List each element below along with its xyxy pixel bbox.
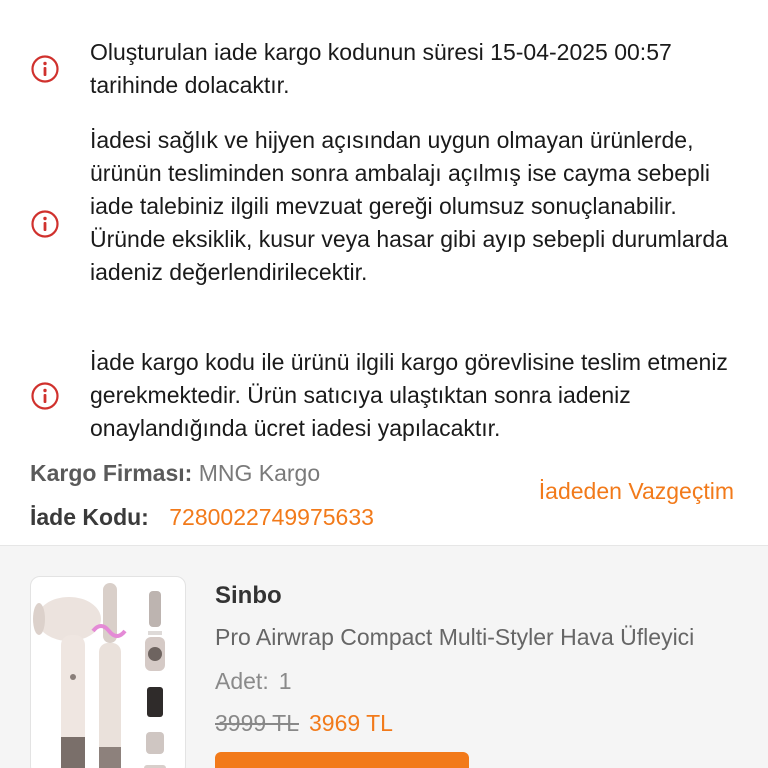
return-code-label: İade Kodu: [30, 504, 149, 530]
notice-text: İadesi sağlık ve hijyen açısından uygun olmayan ürünlerde, ürünün tesliminden sonra ambalajı açılmış ise cayma sebepli iade talebiniz ilgili mevzuat gereği olumsuz sonuçlanabilir. Üründe eksiklik, kusur veya hasar gibi ayıp sebepli durumlarda iadeniz değerlendirilecektir. [90, 127, 728, 285]
notice-hygiene [0, 124, 768, 322]
product-name[interactable]: Pro Airwrap Compact Multi-Styler Hava Üfleyici [215, 624, 695, 650]
carrier-value: MNG Kargo [198, 460, 321, 486]
notice-delivery [0, 346, 768, 446]
product-quantity [215, 668, 292, 695]
product-image[interactable] [30, 576, 186, 768]
carrier-label: Kargo Firması: [30, 460, 193, 486]
notice-text: Oluşturulan iade kargo kodunun süresi 15-04-2025 00:57 tarihinde dolacaktır. [90, 39, 672, 98]
old-price: 3999 TL [215, 710, 299, 736]
cancel-return-link[interactable]: İadeden Vazgeçtim [538, 478, 734, 504]
return-code-value[interactable]: 7280022749975633 [169, 504, 374, 530]
quantity-label: Adet: [215, 668, 269, 694]
hair-styler-image [31, 577, 186, 768]
info-circle-icon [30, 381, 60, 411]
carrier-row [30, 456, 320, 490]
product-action-button[interactable] [215, 752, 469, 768]
current-price: 3969 TL [308, 710, 393, 736]
product-card [0, 546, 768, 768]
price-row [215, 710, 393, 737]
info-circle-icon [30, 54, 60, 84]
info-circle-icon [30, 209, 60, 239]
return-code-row [30, 500, 374, 534]
notice-text: İade kargo kodu ile ürünü ilgili kargo görevlisine teslim etmeniz gerekmektedir. Ürün satıcıya ulaştıktan sonra iadeniz onaylandığında ücret iadesi yapılacaktır. [90, 349, 728, 441]
product-brand: Sinbo [215, 582, 282, 609]
quantity-value: 1 [278, 668, 292, 694]
notice-expiry [0, 36, 768, 102]
